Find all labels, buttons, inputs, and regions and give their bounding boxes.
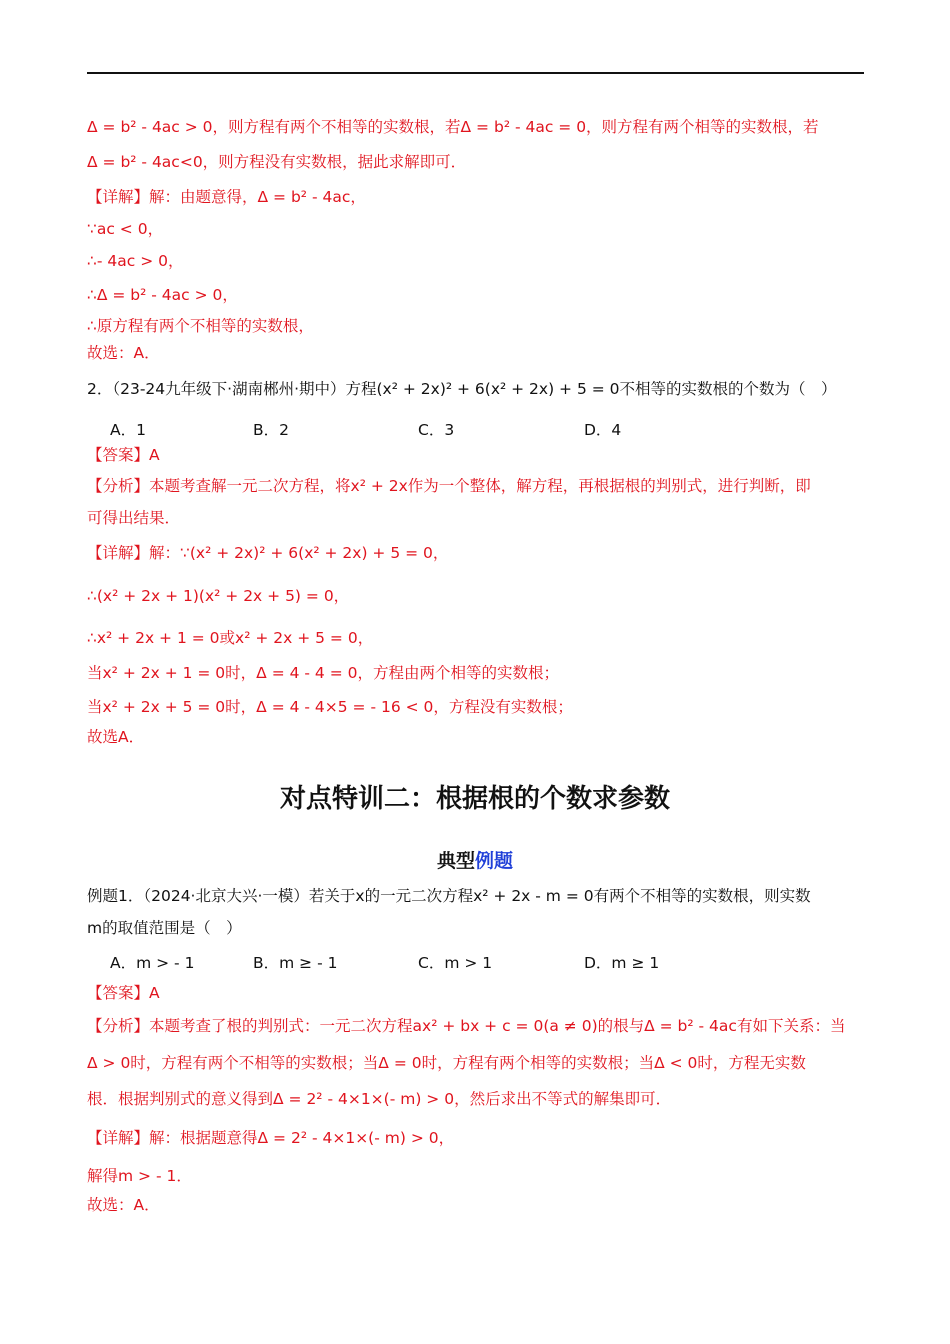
analysis-line-1: 【分析】本题考查了根的判别式：一元二次方程ax² + bx + c = 0(a ≠ 0)的根与Δ = b² - 4ac有如下关系：当 [87, 1017, 846, 1035]
option-c: C．m > 1 [418, 954, 493, 972]
example-question-line-1: 例题1．（2024·北京大兴·一模）若关于x的一元二次方程x² + 2x - m = 0有两个不相等的实数根，则实数 [87, 887, 811, 905]
option-b: B．2 [253, 421, 289, 439]
section-title: 对点特训二：根据根的个数求参数 [279, 784, 670, 814]
analysis-line-2: Δ > 0时，方程有两个不相等的实数根；当Δ = 0时，方程有两个相等的实数根；当Δ < 0时，方程无实数 [87, 1054, 806, 1072]
option-d: D．m ≥ 1 [584, 954, 660, 972]
detail-tag: 【详解】 [87, 544, 150, 562]
step-line: ∴- 4ac > 0， [87, 252, 184, 270]
answer-tag: 【答案】 [87, 446, 150, 464]
answer-line [87, 982, 160, 1004]
option-d: D．4 [584, 421, 622, 439]
detail-tag: 【详解】 [87, 1129, 150, 1147]
sub-title: 典型例题 [436, 850, 514, 872]
option-b: B．m ≥ - 1 [253, 954, 338, 972]
answer-tag: 【答案】 [87, 984, 150, 1002]
option-a: A．m > - 1 [110, 954, 195, 972]
step-line: ∴Δ = b² - 4ac > 0， [87, 286, 238, 304]
header-rule [87, 72, 864, 74]
detail-line-2: 解得m > - 1． [87, 1167, 192, 1185]
choice-line: 故选：A． [87, 1196, 160, 1214]
analysis-line-3: 根．根据判别式的意义得到Δ = 2² - 4×1×(- m) > 0，然后求出不等式的解集即可． [87, 1090, 672, 1108]
example-question-line-2: m的取值范围是（ ） [87, 919, 242, 937]
detail-line-2: ∴(x² + 2x + 1)(x² + 2x + 5) = 0， [87, 587, 350, 605]
answer-value: A [149, 446, 160, 464]
option-a: A．1 [110, 421, 146, 439]
question-2: 2．（23-24九年级下·湖南郴州·期中）方程(x² + 2x)² + 6(x² + 2x) + 5 = 0不相等的实数根的个数为（ ） [87, 380, 837, 398]
analysis-line-1: 【分析】本题考查解一元二次方程，将x² + 2x作为一个整体，解方程，再根据根的判别式，进行判断，即 [87, 477, 811, 495]
analysis-line-1: Δ = b² - 4ac > 0，则方程有两个不相等的实数根，若Δ = b² - 4ac = 0，则方程有两个相等的实数根，若 [87, 118, 819, 136]
step-line: ∵ac < 0， [87, 220, 164, 238]
detail-tag: 【详解】 [87, 188, 150, 206]
analysis-line-2: 可得出结果． [87, 509, 181, 527]
analysis-tag: 【分析】 [87, 1017, 150, 1035]
analysis-line-2: Δ = b² - 4ac<0，则方程没有实数根，据此求解即可． [87, 153, 467, 171]
detail-line-4: 当x² + 2x + 1 = 0时，Δ = 4 - 4 = 0，方程由两个相等的实数根； [87, 664, 559, 682]
choice-line: 故选：A． [87, 344, 160, 362]
analysis-tag: 【分析】 [87, 477, 150, 495]
detail-line-5: 当x² + 2x + 5 = 0时，Δ = 4 - 4×5 = - 16 < 0，方程没有实数根； [87, 698, 573, 716]
detail-line-3: ∴x² + 2x + 1 = 0或x² + 2x + 5 = 0， [87, 629, 374, 647]
answer-value: A [149, 984, 160, 1002]
answer-line [87, 444, 160, 466]
detail-line-1: 【详解】解：根据题意得Δ = 2² - 4×1×(- m) > 0， [87, 1129, 455, 1147]
conclusion-line: ∴原方程有两个不相等的实数根， [87, 317, 314, 335]
choice-line: 故选A． [87, 728, 145, 746]
detail-line-1: 【详解】解：∵(x² + 2x)² + 6(x² + 2x) + 5 = 0， [87, 544, 449, 562]
detail-line: 【详解】解：由题意得，Δ = b² - 4ac， [87, 188, 366, 206]
option-c: C．3 [418, 421, 455, 439]
